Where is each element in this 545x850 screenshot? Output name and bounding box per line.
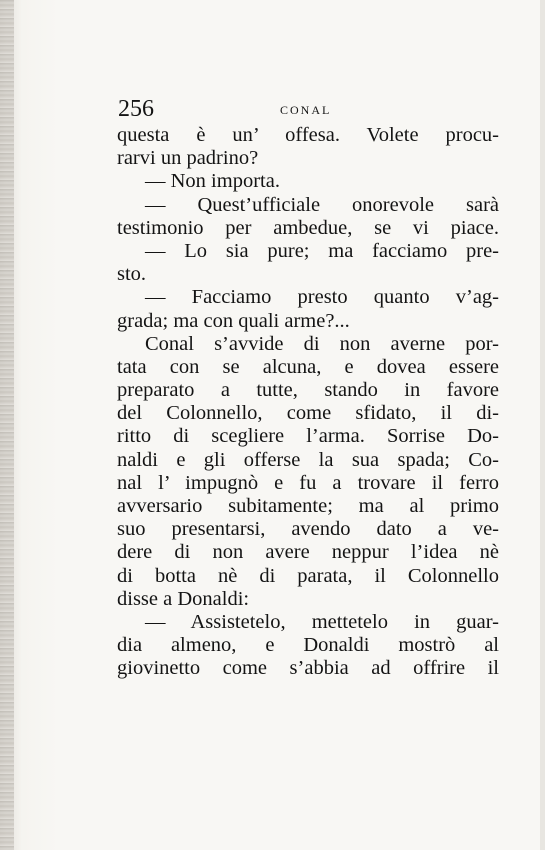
text-line: — Quest’ufficiale onorevole sarà [145,193,499,216]
text-line: avversario subitamente; ma al primo [117,495,499,517]
text-line: ritto di scegliere l’arma. Sorrise Do- [117,425,499,448]
text-line: giovinetto come s’abbia ad offrire il [117,657,499,680]
page-number: 256 [118,96,154,122]
text-line: rarvi un padrino? [117,147,259,170]
text-line: — Assistetelo, mettetelo in guar- [145,610,499,633]
running-head: CONAL [280,103,332,117]
page-header [118,96,498,122]
text-line: dia almeno, e Donaldi mostrò al [117,634,499,657]
text-line: — Lo sia pure; ma facciamo pre- [145,239,499,262]
text-line: del Colonnello, come sfidato, il di- [117,402,499,425]
page-right-edge [540,0,545,850]
text-line: di botta nè di parata, il Colonnello [117,564,499,587]
text-line: suo presentarsi, avendo dato a ve- [117,518,499,541]
text-line: — Non importa. [145,170,280,193]
text-line: nal l’ impugnò e fu a trovare il ferro [117,471,499,494]
page-binding-edge [0,0,14,850]
text-line: — Facciamo presto quanto v’ag- [145,286,499,309]
text-line: sto. [117,263,147,286]
text-line: dere di non avere neppur l’idea nè [117,541,499,564]
text-line: testimonio per ambedue, se vi piace. [117,216,499,239]
text-line: grada; ma con quali arme?... [117,309,350,332]
text-line: Conal s’avvide di non averne por- [145,332,499,355]
text-line: disse a Donaldi: [117,587,250,610]
body-text [117,124,499,681]
text-line: preparato a tutte, stando in favore [117,379,499,402]
text-line: naldi e gli offerse la sua spada; Co- [117,448,499,471]
text-line: tata con se alcuna, e dovea essere [117,355,499,378]
text-line: questa è un’ offesa. Volete procu- [117,124,499,146]
